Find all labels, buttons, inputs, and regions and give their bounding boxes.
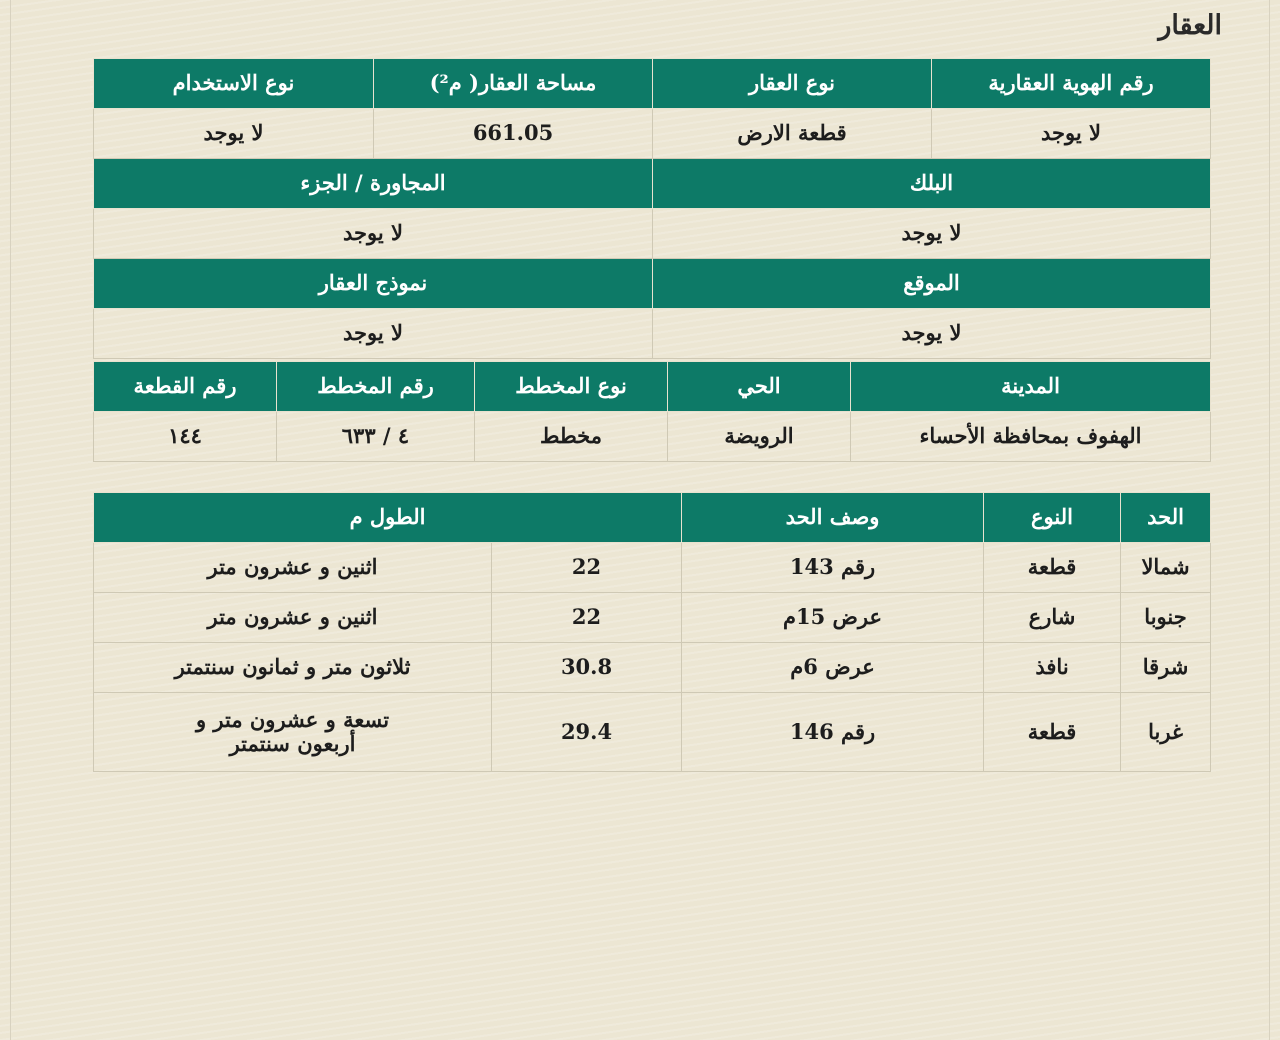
table-row [94,593,1211,643]
table-row [94,693,1211,772]
header-property-type: نوع العقار [653,59,932,109]
property-info-table [93,58,1211,359]
value-plan-type: مخطط [475,412,668,462]
value-usage-type: لا يوجد [94,109,374,159]
header-row [94,159,1211,209]
value-district: الرويضة [668,412,851,462]
value-row [94,209,1211,259]
header-plot-number: رقم القطعة [94,362,277,412]
address-table [93,361,1211,462]
header-plan-type: نوع المخطط [475,362,668,412]
section-title: العقار [1158,10,1222,41]
border-length: 22 [492,543,682,593]
header-plan-number: رقم المخطط [277,362,475,412]
border-type: شارع [984,593,1121,643]
border-length: 22 [492,593,682,643]
header-type: النوع [984,493,1121,543]
header-district: الحي [668,362,851,412]
value-location: لا يوجد [653,309,1211,359]
header-row [94,259,1211,309]
border-length-text: تسعة و عشرون متر و أربعون سنتمتر [94,693,492,772]
header-property-model: نموذج العقار [94,259,653,309]
header-border: الحد [1121,493,1211,543]
header-city: المدينة [851,362,1211,412]
table-row [94,543,1211,593]
value-plot-number: ١٤٤ [94,412,277,462]
value-city: الهفوف بمحافظة الأحساء [851,412,1211,462]
header-border-description: وصف الحد [682,493,984,543]
header-length: الطول م [94,493,682,543]
border-description: رقم 143 [682,543,984,593]
value-neighborhood-part: لا يوجد [94,209,653,259]
value-property-area: 661.05 [374,109,653,159]
border-type: قطعة [984,543,1121,593]
value-row [94,412,1211,462]
border-type: قطعة [984,693,1121,772]
border-length-text: اثنين و عشرون متر [94,593,492,643]
header-row [94,362,1211,412]
border-length-text: اثنين و عشرون متر [94,543,492,593]
border-type: نافذ [984,643,1121,693]
border-side: غربا [1121,693,1211,772]
header-neighborhood-part: المجاورة / الجزء [94,159,653,209]
border-side: شمالا [1121,543,1211,593]
value-property-type: قطعة الارض [653,109,932,159]
value-row [94,309,1211,359]
value-block: لا يوجد [653,209,1211,259]
header-property-id: رقم الهوية العقارية [932,59,1211,109]
header-location: الموقع [653,259,1211,309]
border-description: رقم 146 [682,693,984,772]
border-length-text: ثلاثون متر و ثمانون سنتمتر [94,643,492,693]
header-row [94,59,1211,109]
borders-table [93,492,1211,772]
border-description: عرض 15م [682,593,984,643]
value-property-model: لا يوجد [94,309,653,359]
header-row [94,493,1211,543]
border-side: شرقا [1121,643,1211,693]
border-description: عرض 6م [682,643,984,693]
value-row [94,109,1211,159]
value-plan-number: ٤ / ٦٣٣ [277,412,475,462]
border-side: جنوبا [1121,593,1211,643]
header-usage-type: نوع الاستخدام [94,59,374,109]
border-length: 30.8 [492,643,682,693]
border-length: 29.4 [492,693,682,772]
table-row [94,643,1211,693]
header-block: البلك [653,159,1211,209]
header-property-area: مساحة العقار( م²) [374,59,653,109]
value-property-id: لا يوجد [932,109,1211,159]
